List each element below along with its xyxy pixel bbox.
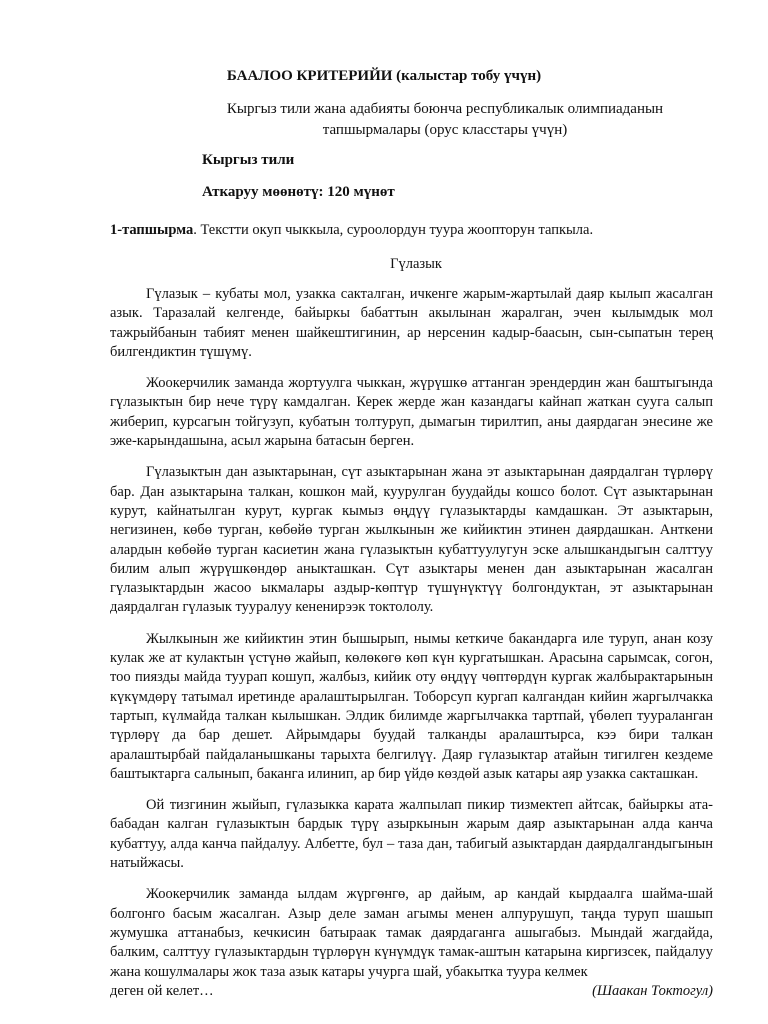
paragraph: Гүлазыктын дан азыктарынан, сүт азыктарынан жана эт азыктарынан даярдалган түрлөрү бар. Дан азыктарына талкан, кошкон май, куурулган буудайды кошсо болот. Сүт азыктарынан курут, кайнатылган курут, кургак кымыз өңдүү гүлазыктарды камдашкан. Эт азыктарын, негизинен, көбө турган, көбөйө турган жылкынын же кийиктин этинен даярдашкан. Анткени алардын көбөйө турган касиетин жана гүлазыктын кубаттуулугун эске алышкандыгын салттуу билим алып жүрүшкөндөр аныкташкан. Сүт азыктары менен дан азыктарынан жасалган гүлазыктардын жасоо ыкмалары аздыр-көптүр түшүнүктүү болгондуктан, эт азыктарынан даярдалган гүлазык тууралуу кененирээк токтололу.	[110, 464, 713, 616]
task-text: . Текстти окуп чыккыла, суроолордун туура жоопторун тапкыла.	[193, 222, 594, 238]
paragraph: Жоокерчилик заманда ылдам жүргөнгө, ар дайым, ар кандай кырдаалга шайма-шай болгонго басым жасалган. Азыр деле заман агымы менен алпурушуп, таңда туруп шашып жумушка аттанабыз, кечкисин батыраак тамак даярдаганга ашыгабыз. Мындай жагдайда, балким, салттуу гүлазыктардын түрлөрүн күнүмдүк тамак-аштын катарына киргизсек, пайдалуу жана кошулмалары жок таза азык катары учурга шай, убакытка туура келмек	[110, 886, 713, 980]
subject-label: Кыргыз тили	[202, 152, 295, 168]
page-title	[0, 66, 768, 86]
paragraph: Гүлазык – кубаты мол, узакка сакталган, ичкенге жарым-жартылай даяр кылып жасалган азык. Таразалай келгенде, байыркы бабаттын акылынан жаралган, эчен кылымдык мол тажрыйбанын табият менен шайкештигинин, ар нерсенин кадыр-баасын, сын-сыпатын терең билгендиктин түшүмү.	[110, 286, 713, 360]
title-text: БААЛОО КРИТЕРИЙИ (калыстар тобу үчүн)	[226, 68, 542, 84]
author-attribution: (Шаакан Токтогул)	[592, 982, 713, 999]
paragraph: Жоокерчилик заманда жортуулга чыккан, жүрүшкө аттанган эрендердин жан баштыгында гүлазыктын бир нече түрү камдалган. Керек жерде жан казандагы кайнап жаткан сууга салып жиберип, курсагын тойгузуп, кубатын толтуруп, дымагын тирилтип, аны даярдаган энесине же эже-карындашына, асыл жарына батасын берген.	[110, 375, 713, 450]
task-instruction	[110, 220, 720, 240]
duration-label: Аткаруу мөөнөтү: 120 мүнөт	[202, 184, 395, 200]
closing-text: деген ой келет…	[110, 982, 214, 999]
paragraph: Жылкынын же кийиктин этин бышырып, нымы кеткиче бакандарга иле туруп, анан козу кулак же ат кулактын үстүнө жайып, көлөкөгө көп күн кургатышкан. Арасына сарымсак, согон, тоо пиязды майда туурап кошуп, жалбыз, кийик оту өңдүү чөптөрдүн кургак жалбырактарынын күкүмдөрү татымал иретинде аралаштырылган. Тоборсуп кургап калгандан кийин жаргылчакка тартып, күлмайда талкан кылышкан. Элдик билимде жаргылчакка тартпай, үбөлеп туураланган түрлөрү да бар дешет. Айрымдары буудай талканды аралаштырса, кээ бири талкан аралаштырбай пайдаланышканы тарыхта белгилүү. Даяр гүлазыктар атайын тигилген кездеме баштыктарга салынып, баканга илинип, ар бир үйдө көздөй азык катары аяр узакка сакташкан.	[110, 630, 713, 782]
text-heading: Гүлазык	[390, 256, 442, 272]
task-number: 1-тапшырма	[110, 222, 194, 238]
closing-row	[110, 982, 713, 1001]
page-subtitle: Кыргыз тили жана адабияты боюнча республикалык олимпиаданын тапшырмалары (орус класстары үчүн)	[226, 101, 664, 138]
text-body	[110, 285, 713, 1001]
paragraph: Ой тизгинин жыйып, гүлазыкка карата жалпылап пикир тизмектеп айтсак, байыркы ата-бабадан калган гүлазыктын бардык түрү азыркынын жарым даяр азыктарынан алда канча кубаттуу, алда канча пайдалуу. Албетте, бул – таза дан, табигый азыктардан даярдалгандыгынын натыйжасы.	[110, 797, 713, 872]
